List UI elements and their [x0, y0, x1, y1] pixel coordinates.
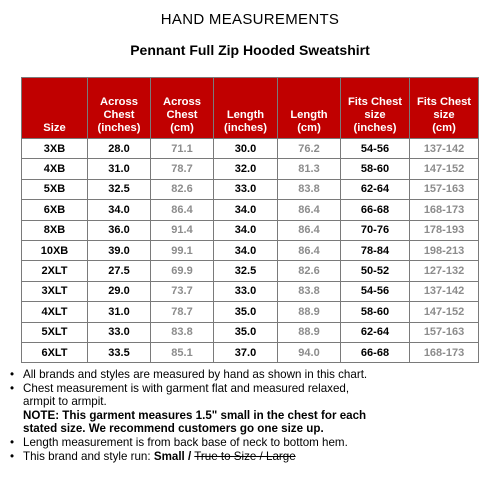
size-cell: 3XLT	[22, 281, 88, 301]
length-inches-cell: 32.0	[214, 159, 278, 179]
fit-recommendation: stated size. We recommend customers go one size up.	[23, 422, 324, 436]
table-header-row	[22, 78, 479, 139]
fits-chest-inches-cell: 50-52	[341, 261, 410, 281]
fits-chest-cm-cell: 157-163	[410, 179, 479, 199]
size-cell: 6XLT	[22, 342, 88, 362]
length-cm-cell: 88.9	[278, 322, 341, 342]
page-title: HAND MEASUREMENTS	[160, 11, 340, 28]
chest-inches-cell: 33.5	[88, 342, 151, 362]
size-cell: 10XB	[22, 240, 88, 260]
fits-chest-inches-cell: 58-60	[341, 302, 410, 322]
header-across-chest-cm: Across Chest (cm)	[151, 78, 214, 139]
chest-inches-cell: 32.5	[88, 179, 151, 199]
chest-cm-cell: 83.8	[151, 322, 214, 342]
chest-cm-cell: 99.1	[151, 240, 214, 260]
length-inches-cell: 35.0	[214, 322, 278, 342]
note-text: armpit to armpit.	[23, 395, 107, 409]
chest-cm-cell: 69.9	[151, 261, 214, 281]
table-row	[22, 322, 479, 342]
size-run-label: This brand and style run:	[23, 449, 151, 463]
fits-chest-cm-cell: 137-142	[410, 139, 479, 159]
fit-warning: NOTE: This garment measures 1.5" small in the chest for each	[23, 408, 367, 422]
bullet-icon: •	[10, 381, 15, 395]
size-cell: 6XB	[22, 200, 88, 220]
note-chest-measurement	[10, 382, 496, 436]
chest-inches-cell: 31.0	[88, 159, 151, 179]
table-row	[22, 281, 479, 301]
length-inches-cell: 34.0	[214, 220, 278, 240]
bullet-icon: •	[10, 449, 15, 463]
chest-cm-cell: 78.7	[151, 159, 214, 179]
size-run-struck-options: True to Size / Large	[194, 449, 296, 463]
fits-chest-inches-cell: 78-84	[341, 240, 410, 260]
fits-chest-cm-cell: 147-152	[410, 159, 479, 179]
chest-inches-cell: 33.0	[88, 322, 151, 342]
table-row	[22, 240, 479, 260]
fits-chest-inches-cell: 66-68	[341, 342, 410, 362]
length-inches-cell: 37.0	[214, 342, 278, 362]
fits-chest-inches-cell: 54-56	[341, 139, 410, 159]
length-cm-cell: 86.4	[278, 240, 341, 260]
length-cm-cell: 81.3	[278, 159, 341, 179]
length-cm-cell: 82.6	[278, 261, 341, 281]
fits-chest-cm-cell: 168-173	[410, 200, 479, 220]
fits-chest-cm-cell: 147-152	[410, 302, 479, 322]
table-row	[22, 179, 479, 199]
fits-chest-inches-cell: 58-60	[341, 159, 410, 179]
table-row	[22, 261, 479, 281]
chest-inches-cell: 27.5	[88, 261, 151, 281]
header-fits-chest-cm: Fits Chest size (cm)	[410, 78, 479, 139]
measurement-notes	[10, 368, 496, 463]
chest-cm-cell: 78.7	[151, 302, 214, 322]
fits-chest-cm-cell: 168-173	[410, 342, 479, 362]
length-inches-cell: 34.0	[214, 200, 278, 220]
size-cell: 4XB	[22, 159, 88, 179]
fits-chest-cm-cell: 198-213	[410, 240, 479, 260]
chest-inches-cell: 39.0	[88, 240, 151, 260]
size-run-selected: Small	[153, 449, 185, 463]
header-size: Size	[22, 78, 88, 139]
length-inches-cell: 33.0	[214, 281, 278, 301]
length-cm-cell: 76.2	[278, 139, 341, 159]
length-inches-cell: 34.0	[214, 240, 278, 260]
fits-chest-cm-cell: 137-142	[410, 281, 479, 301]
table-row	[22, 200, 479, 220]
fits-chest-cm-cell: 157-163	[410, 322, 479, 342]
fits-chest-inches-cell: 62-64	[341, 322, 410, 342]
note-hand-measured	[10, 368, 496, 382]
header-length-inches: Length (inches)	[214, 78, 278, 139]
length-inches-cell: 32.5	[214, 261, 278, 281]
table-row	[22, 139, 479, 159]
table-row	[22, 342, 479, 362]
size-cell: 4XLT	[22, 302, 88, 322]
chest-inches-cell: 29.0	[88, 281, 151, 301]
note-text: All brands and styles are measured by hand as shown in this chart.	[23, 368, 368, 381]
chest-inches-cell: 28.0	[88, 139, 151, 159]
size-cell: 8XB	[22, 220, 88, 240]
fits-chest-inches-cell: 62-64	[341, 179, 410, 199]
size-cell: 5XLT	[22, 322, 88, 342]
size-chart-table	[21, 77, 479, 363]
bullet-icon: •	[10, 435, 15, 449]
product-name: Pennant Full Zip Hooded Sweatshirt	[130, 42, 370, 58]
header-fits-chest-inches: Fits Chest size (inches)	[341, 78, 410, 139]
length-inches-cell: 33.0	[214, 179, 278, 199]
header-length-cm: Length (cm)	[278, 78, 341, 139]
chest-inches-cell: 34.0	[88, 200, 151, 220]
table-row	[22, 159, 479, 179]
table-row	[22, 220, 479, 240]
size-run-separator: /	[188, 449, 192, 463]
table-row	[22, 302, 479, 322]
chest-inches-cell: 36.0	[88, 220, 151, 240]
note-size-run	[10, 450, 496, 464]
size-cell: 3XB	[22, 139, 88, 159]
length-cm-cell: 83.8	[278, 179, 341, 199]
size-cell: 2XLT	[22, 261, 88, 281]
chest-cm-cell: 91.4	[151, 220, 214, 240]
fits-chest-cm-cell: 178-193	[410, 220, 479, 240]
length-cm-cell: 88.9	[278, 302, 341, 322]
bullet-icon: •	[10, 368, 15, 381]
chest-cm-cell: 85.1	[151, 342, 214, 362]
length-cm-cell: 86.4	[278, 200, 341, 220]
fits-chest-inches-cell: 54-56	[341, 281, 410, 301]
length-cm-cell: 86.4	[278, 220, 341, 240]
chest-cm-cell: 82.6	[151, 179, 214, 199]
length-cm-cell: 83.8	[278, 281, 341, 301]
chest-inches-cell: 31.0	[88, 302, 151, 322]
size-cell: 5XB	[22, 179, 88, 199]
fits-chest-cm-cell: 127-132	[410, 261, 479, 281]
chest-cm-cell: 71.1	[151, 139, 214, 159]
length-inches-cell: 30.0	[214, 139, 278, 159]
length-cm-cell: 94.0	[278, 342, 341, 362]
header-across-chest-inches: Across Chest (inches)	[88, 78, 151, 139]
chest-cm-cell: 86.4	[151, 200, 214, 220]
note-text: Length measurement is from back base of neck to bottom hem.	[23, 435, 348, 449]
fits-chest-inches-cell: 66-68	[341, 200, 410, 220]
note-length-measurement	[10, 436, 496, 450]
fits-chest-inches-cell: 70-76	[341, 220, 410, 240]
note-text: Chest measurement is with garment flat and measured relaxed,	[23, 381, 350, 395]
length-inches-cell: 35.0	[214, 302, 278, 322]
chest-cm-cell: 73.7	[151, 281, 214, 301]
